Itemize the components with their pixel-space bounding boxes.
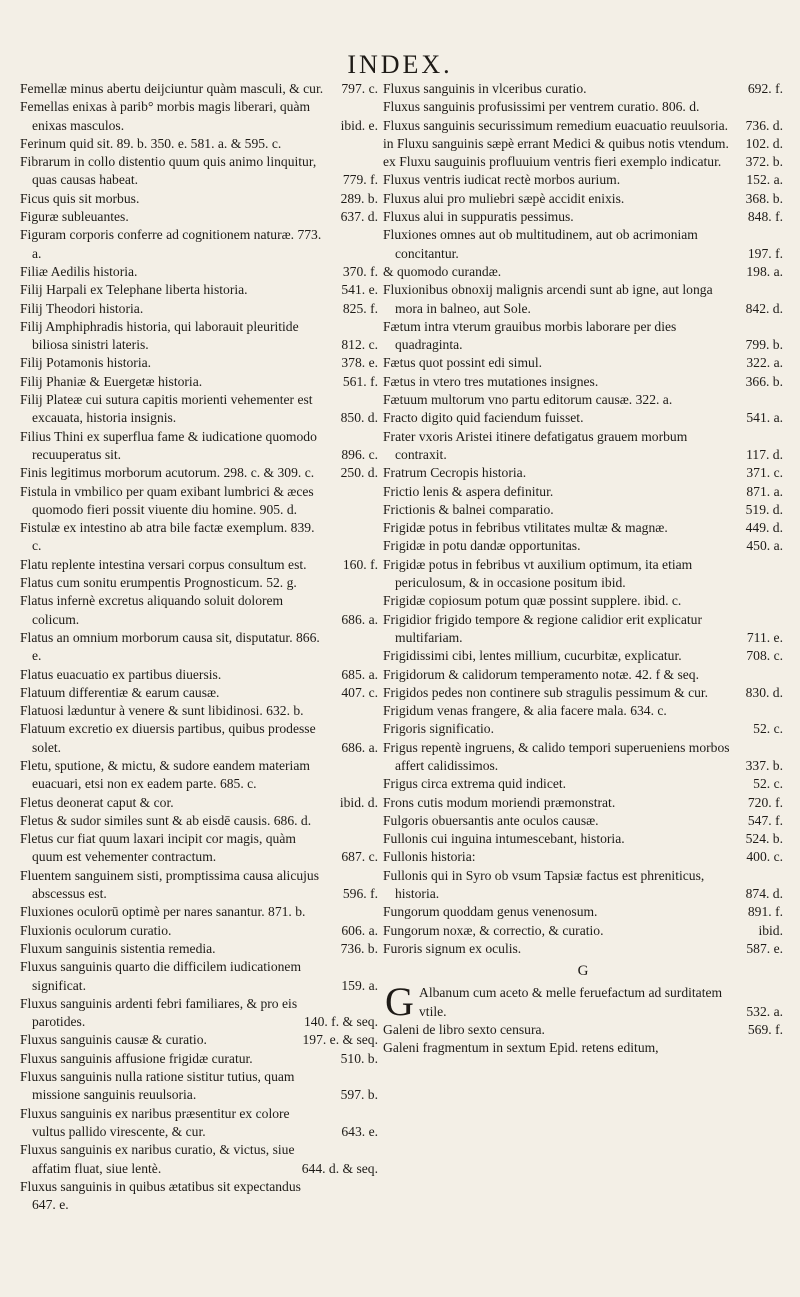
index-entry bbox=[383, 666, 783, 684]
index-entry bbox=[383, 830, 783, 848]
index-entry bbox=[20, 684, 378, 702]
index-entry bbox=[20, 135, 378, 153]
entry-page-ref: 850. d. bbox=[340, 410, 378, 426]
entry-text: Filiæ Aedilis historia. bbox=[20, 263, 138, 279]
entry-page-ref: 102. d. bbox=[745, 135, 783, 151]
entry-page-ref: 160. f. bbox=[342, 556, 378, 572]
index-entry bbox=[383, 483, 783, 501]
entry-text: Fletus & sudor similes sunt & ab eisdē causis. 686. d. bbox=[20, 812, 312, 828]
entry-text: Fracto digito quid faciendum fuisset. bbox=[383, 410, 584, 426]
entry-page-ref: 370. f. bbox=[342, 263, 378, 279]
entry-text: Flatus euacuatio ex partibus diuersis. bbox=[20, 666, 222, 682]
entry-page-ref: 366. b. bbox=[745, 373, 783, 389]
entry-text: Frons cutis modum moriendi præmonstrat. bbox=[383, 794, 616, 810]
index-entry bbox=[20, 903, 378, 921]
index-entry bbox=[20, 208, 378, 226]
entry-text: Fluentem sanguinem sisti, promptissima causa alicujus abscessus est. bbox=[20, 867, 320, 902]
entry-text: Frigidæ in potu dandæ opportunitas. bbox=[383, 538, 581, 554]
entry-page-ref: 52. c. bbox=[753, 721, 783, 737]
index-entry bbox=[20, 281, 378, 299]
index-entry bbox=[383, 208, 783, 226]
entry-text: Fluxus sanguinis causæ & curatio. bbox=[20, 1032, 207, 1048]
index-entry bbox=[383, 409, 783, 427]
index-entry bbox=[20, 702, 378, 720]
index-entry bbox=[20, 98, 378, 135]
index-entry bbox=[383, 775, 783, 793]
entry-text: Filij Theodori historia. bbox=[20, 300, 144, 316]
entry-text: Fætum intra vterum grauibus morbis laborare per dies quadraginta. bbox=[383, 318, 677, 353]
entry-text: Fluxus sanguinis ex naribus præsentitur ex colore vultus pallido virescente, & cur. bbox=[20, 1105, 290, 1139]
entry-page-ref: 547. f. bbox=[747, 812, 783, 828]
entry-page-ref: 711. e. bbox=[746, 629, 783, 645]
entry-text: Fungorum quoddam genus venenosum. bbox=[383, 904, 598, 920]
entry-page-ref: 322. a. bbox=[746, 355, 783, 371]
index-entry bbox=[20, 1178, 378, 1215]
left-column bbox=[20, 80, 378, 1214]
index-entry bbox=[383, 611, 783, 648]
entry-page-ref: 250. d. bbox=[340, 465, 378, 481]
index-entry bbox=[383, 117, 783, 135]
index-entry-dropcap bbox=[383, 979, 783, 1025]
entry-page-ref: 400. c. bbox=[746, 849, 783, 865]
entry-page-ref: 825. f. bbox=[342, 300, 378, 316]
index-entry bbox=[20, 519, 378, 556]
entry-text: Flatuosi læduntur à venere & sunt libidinosi. 632. b. bbox=[20, 703, 304, 719]
index-entry bbox=[20, 922, 378, 940]
entry-text: Flatus infernè excretus aliquando soluit dolorem colicum. bbox=[20, 593, 284, 627]
entry-page-ref: 371. c. bbox=[746, 465, 783, 481]
entry-text: Flatuum differentiæ & earum causæ. bbox=[20, 684, 220, 700]
entry-page-ref: 596. f. bbox=[342, 886, 378, 902]
entry-page-ref: 569. f. bbox=[747, 1021, 783, 1037]
entry-text: Fætuum multorum vno partu editorum causæ. 322. a. bbox=[383, 392, 673, 408]
index-entry bbox=[383, 739, 783, 776]
index-entry bbox=[383, 519, 783, 537]
index-entry bbox=[383, 263, 783, 281]
index-entry bbox=[383, 226, 783, 263]
index-entry bbox=[383, 135, 783, 153]
index-entry bbox=[20, 867, 378, 904]
entry-page-ref: 532. a. bbox=[746, 1003, 783, 1019]
entry-text: Frigus repentè ingruens, & calido tempori superueniens morbos affert calidissimos. bbox=[383, 739, 730, 773]
entry-page-ref: 407. c. bbox=[341, 684, 378, 700]
entry-text: Fletus deonerat caput & cor. bbox=[20, 794, 174, 810]
index-entry bbox=[20, 574, 378, 592]
entry-text: Frigidior frigido tempore & regione calidior erit explicatur multifariam. bbox=[383, 611, 702, 645]
entry-page-ref: 597. b. bbox=[340, 1087, 378, 1103]
entry-text: Fungorum noxæ, & correctio, & curatio. bbox=[383, 922, 604, 938]
entry-page-ref: 830. d. bbox=[745, 684, 783, 700]
entry-text: Finis legitimus morborum acutorum. 298. c. & 309. c. bbox=[20, 465, 315, 481]
index-entry bbox=[20, 794, 378, 812]
index-entry bbox=[383, 537, 783, 555]
entry-page-ref: 117. d. bbox=[746, 446, 783, 462]
entry-page-ref: 606. a. bbox=[341, 922, 378, 938]
index-entry bbox=[20, 1050, 378, 1068]
entry-page-ref: 140. f. & seq. bbox=[303, 1014, 378, 1030]
page-title: INDEX. bbox=[347, 50, 453, 79]
index-entry bbox=[383, 373, 783, 391]
entry-text: Femellæ minus abertu deijciuntur quàm masculi, & cur. bbox=[20, 81, 324, 96]
index-entry bbox=[383, 190, 783, 208]
index-entry bbox=[383, 940, 783, 958]
entry-page-ref: 812. c. bbox=[341, 337, 378, 353]
entry-text: Fletus cur fiat quum laxari incipit cor magis, quàm quum est vehementer contractum. bbox=[20, 831, 296, 865]
index-entry bbox=[383, 903, 783, 921]
drop-cap-letter: G bbox=[385, 979, 414, 1025]
entry-page-ref: 685. a. bbox=[341, 666, 378, 682]
entry-text: Fluxiones oculorū optimè per nares sanantur. 871. b. bbox=[20, 904, 306, 920]
entry-page-ref: 637. d. bbox=[340, 209, 378, 225]
index-entry bbox=[20, 263, 378, 281]
entry-text: Frigidum venas frangere, & alia facere mala. 634. c. bbox=[383, 703, 667, 719]
entry-page-ref: 561. f. bbox=[342, 373, 378, 389]
entry-page-ref: 896. c. bbox=[341, 446, 378, 462]
entry-text: Fluxus sanguinis ex naribus curatio, & victus, siue affatim fluat, siue lentè. bbox=[20, 1142, 295, 1176]
entry-text: Fluxus ventris iudicat rectè morbos aurium. bbox=[383, 172, 621, 188]
entry-page-ref: 378. e. bbox=[341, 355, 378, 371]
entry-text: Figuram corporis conferre ad cognitionem naturæ. 773. a. bbox=[20, 227, 322, 261]
entry-text: Fætus quot possint edi simul. bbox=[383, 355, 542, 371]
entry-page-ref: 871. a. bbox=[746, 483, 783, 499]
entry-text: Ficus quis sit morbus. bbox=[20, 190, 140, 206]
index-entry bbox=[20, 666, 378, 684]
entry-text: Ferinum quid sit. 89. b. 350. e. 581. a. & 595. c. bbox=[20, 135, 282, 151]
entry-text: Fistulæ ex intestino ab atra bile factæ exemplum. 839. c. bbox=[20, 520, 315, 554]
index-entry bbox=[20, 720, 378, 757]
entry-text: Fluxum sanguinis sistentia remedia. bbox=[20, 940, 216, 956]
index-entry bbox=[20, 940, 378, 958]
entry-page-ref: 197. f. bbox=[747, 245, 783, 261]
index-entry bbox=[20, 556, 378, 574]
right-entries bbox=[383, 80, 783, 958]
index-entry bbox=[20, 153, 378, 190]
entry-page-ref: 541. a. bbox=[746, 410, 783, 426]
index-entry bbox=[383, 702, 783, 720]
index-entry bbox=[20, 1141, 378, 1178]
entry-text: Frigus circa extrema quid indicet. bbox=[383, 776, 567, 792]
entry-page-ref: 450. a. bbox=[746, 538, 783, 554]
index-entry bbox=[20, 226, 378, 263]
entry-text: Filij Harpali ex Telephane liberta historia. bbox=[20, 282, 248, 298]
entry-page-ref: 686. a. bbox=[341, 739, 378, 755]
index-entry bbox=[20, 428, 378, 465]
index-entry bbox=[20, 300, 378, 318]
entry-text: Fluxus sanguinis affusione frigidæ curatur. bbox=[20, 1050, 253, 1066]
entry-text: Fullonis cui inguina intumescebant, historia. bbox=[383, 831, 625, 847]
entry-page-ref: 842. d. bbox=[745, 300, 783, 316]
index-entry bbox=[20, 995, 378, 1032]
entry-page-ref: 874. d. bbox=[745, 886, 783, 902]
section-g-entries bbox=[383, 979, 783, 1057]
entry-text: Fibrarum in collo distentio quum quis animo linquitur, quas causas habeat. bbox=[20, 154, 317, 188]
section-letter-g: G bbox=[577, 963, 589, 980]
index-entry bbox=[383, 592, 783, 610]
entry-text: Flatus an omnium morborum causa sit, disputatur. 866. e. bbox=[20, 629, 320, 664]
entry-text: Filij Plateæ cui sutura capitis morienti vehementer est excauata, historia insignis. bbox=[20, 392, 313, 426]
index-entry bbox=[20, 757, 378, 794]
entry-page-ref: 692. f. bbox=[747, 81, 783, 96]
entry-text: Fluxiones omnes aut ob multitudinem, aut ob acrimoniam concitantur. bbox=[383, 227, 698, 261]
entry-page-ref: 198. a. bbox=[746, 263, 783, 279]
index-entry bbox=[20, 80, 378, 98]
entry-page-ref: 510. b. bbox=[340, 1050, 378, 1066]
index-entry bbox=[383, 1021, 783, 1039]
entry-text: ex Fluxu sauguinis profluuium ventris fieri exemplo indicatur. bbox=[383, 154, 722, 170]
right-column bbox=[383, 80, 783, 1057]
entry-text: Figuræ subleuantes. bbox=[20, 209, 129, 225]
index-entry bbox=[383, 428, 783, 465]
index-entry bbox=[383, 812, 783, 830]
index-entry bbox=[20, 592, 378, 629]
entry-text: Albanum cum aceto & melle feruefactum ad surditatem vtile. bbox=[419, 985, 723, 1019]
index-entry bbox=[383, 848, 783, 866]
index-entry bbox=[20, 318, 378, 355]
entry-page-ref: 797. c. bbox=[341, 81, 378, 96]
entry-text: Furoris signum ex oculis. bbox=[383, 940, 522, 956]
entry-text: Filij Phaniæ & Euergetæ historia. bbox=[20, 373, 203, 389]
index-entry bbox=[383, 318, 783, 355]
entry-page-ref: 449. d. bbox=[745, 520, 783, 536]
index-entry bbox=[20, 190, 378, 208]
entry-text: Fluxus sanguinis in vlceribus curatio. bbox=[383, 81, 587, 96]
index-entry bbox=[20, 483, 378, 520]
entry-text: Fullonis qui in Syro ob vsum Tapsiæ factus est phreniticus, historia. bbox=[383, 867, 705, 902]
entry-text: Fluxus alui pro muliebri sæpè accidit enixis. bbox=[383, 190, 625, 206]
index-entry bbox=[383, 464, 783, 482]
index-entry bbox=[383, 647, 783, 665]
entry-text: Galeni de libro sexto censura. bbox=[383, 1021, 545, 1037]
index-entry bbox=[20, 958, 378, 995]
entry-text: Fulgoris obuersantis ante oculos causæ. bbox=[383, 812, 599, 828]
entry-page-ref: 519. d. bbox=[745, 501, 783, 517]
entry-page-ref: 197. e. & seq. bbox=[302, 1032, 378, 1048]
entry-page-ref: 337. b. bbox=[745, 757, 783, 773]
entry-page-ref: 720. f. bbox=[747, 794, 783, 810]
entry-page-ref: ibid. e. bbox=[340, 117, 378, 133]
entry-text: Fluxus sanguinis ardenti febri familiares, & pro eis parotides. bbox=[20, 995, 298, 1030]
entry-page-ref: 541. e. bbox=[341, 282, 378, 298]
index-entry bbox=[383, 556, 783, 593]
entry-text: Fluxus alui in suppuratis pessimus. bbox=[383, 209, 574, 225]
index-entry bbox=[20, 629, 378, 666]
entry-page-ref: 52. c. bbox=[753, 776, 783, 792]
entry-text: Fluxionibus obnoxij malignis arcendi sunt ab igne, aut longa mora in balneo, aut Sole. bbox=[383, 282, 713, 316]
entry-text: Frigidos pedes non continere sub stragulis pessimum & cur. bbox=[383, 684, 709, 700]
entry-text: Fætus in vtero tres mutationes insignes. bbox=[383, 373, 599, 389]
entry-text: Femellas enixas à parib° morbis magis liberari, quàm enixas masculos. bbox=[20, 99, 311, 133]
index-entry bbox=[383, 684, 783, 702]
index-entry bbox=[383, 794, 783, 812]
entry-page-ref: 848. f. bbox=[747, 209, 783, 225]
index-entry bbox=[383, 171, 783, 189]
entry-text: Fluxionis oculorum curatio. bbox=[20, 922, 172, 938]
entry-text: Filij Amphiphradis historia, qui laborauit pleuritide biliosa sinistri lateris. bbox=[20, 318, 299, 353]
entry-text: Fratrum Cecropis historia. bbox=[383, 465, 527, 481]
entry-page-ref: 736. d. bbox=[745, 117, 783, 133]
index-entry bbox=[383, 501, 783, 519]
entry-page-ref: 644. d. & seq. bbox=[301, 1160, 378, 1176]
index-entry bbox=[20, 464, 378, 482]
index-entry bbox=[20, 812, 378, 830]
entry-text: Frigoris significatio. bbox=[383, 721, 495, 737]
entry-text: Fluxus sanguinis in quibus ætatibus sit expectandus 647. e. bbox=[20, 1178, 301, 1213]
index-entry bbox=[20, 373, 378, 391]
entry-page-ref: 779. f. bbox=[342, 172, 378, 188]
index-entry bbox=[383, 354, 783, 372]
entry-text: Frictio lenis & aspera definitur. bbox=[383, 483, 554, 499]
entry-text: Flatus cum sonitu erumpentis Prognosticum. 52. g. bbox=[20, 575, 297, 591]
entry-page-ref: 736. b. bbox=[340, 940, 378, 956]
index-entry bbox=[383, 153, 783, 171]
entry-text: Fletu, sputione, & mictu, & sudore eandem materiam euacuari, etsi non ex eadem parte. 685. c. bbox=[20, 757, 310, 792]
entry-page-ref: 289. b. bbox=[340, 190, 378, 206]
entry-text: Fullonis historia: bbox=[383, 849, 476, 865]
entry-text: Frigidæ potus in febribus vt auxilium optimum, ita etiam periculosum, & in occasione positum ibid. bbox=[383, 556, 693, 591]
entry-text: Galeni fragmentum in sextum Epid. retens editum, bbox=[383, 1040, 659, 1056]
entry-text: Flatuum excretio ex diuersis partibus, quibus prodesse solet. bbox=[20, 721, 316, 755]
entry-page-ref: 686. a. bbox=[341, 611, 378, 627]
entry-text: & quomodo curandæ. bbox=[383, 263, 502, 279]
index-entry bbox=[20, 1105, 378, 1142]
index-entry bbox=[383, 867, 783, 904]
entry-text: Frater vxoris Aristei itinere defatigatus grauem morbum contraxit. bbox=[383, 428, 688, 462]
entry-text: Fluxus sanguinis profusissimi per ventrem curatio. 806. d. bbox=[383, 99, 700, 115]
entry-text: Fluxus sanguinis nulla ratione sistitur tutius, quam missione sanguinis reuulsoria. bbox=[20, 1069, 295, 1103]
entry-page-ref: 643. e. bbox=[341, 1123, 378, 1139]
entry-text: Frigidæ potus in febribus vtilitates multæ & magnæ. bbox=[383, 520, 668, 536]
index-entry bbox=[383, 1039, 783, 1057]
entry-page-ref: 368. b. bbox=[745, 190, 783, 206]
index-entry bbox=[383, 281, 783, 318]
index-entry bbox=[20, 1068, 378, 1105]
entry-page-ref: 159. a. bbox=[341, 977, 378, 993]
entry-text: Frictionis & balnei comparatio. bbox=[383, 501, 554, 517]
entry-page-ref: 708. c. bbox=[746, 648, 783, 664]
entry-page-ref: ibid. bbox=[758, 922, 783, 938]
entry-text: Frigidissimi cibi, lentes millium, cucurbitæ, explicatur. bbox=[383, 648, 682, 664]
index-entry bbox=[383, 98, 783, 116]
entry-page-ref: ibid. d. bbox=[339, 794, 378, 810]
entry-text: Frigidorum & calidorum temperamento notæ. 42. f & seq. bbox=[383, 666, 700, 682]
entry-page-ref: 524. b. bbox=[745, 831, 783, 847]
entry-page-ref: 152. a. bbox=[746, 172, 783, 188]
index-entry bbox=[383, 80, 783, 98]
index-entry bbox=[383, 720, 783, 738]
entry-text: Flatu replente intestina versari corpus consultum est. bbox=[20, 556, 307, 572]
index-entry bbox=[383, 391, 783, 409]
entry-page-ref: 587. e. bbox=[746, 940, 783, 956]
entry-text: Fluxus sanguinis quarto die difficilem iudicationem significat. bbox=[20, 959, 302, 993]
entry-text: Filius Thini ex superflua fame & iudicatione quomodo recuuperatus sit. bbox=[20, 428, 317, 462]
entry-text: Fistula in vmbilico per quam exibant lumbrici & æces quomodo fieri possit viuente diu homine. 905. d. bbox=[20, 483, 314, 517]
index-entry bbox=[20, 391, 378, 428]
index-entry bbox=[20, 1031, 378, 1049]
entry-page-ref: 687. c. bbox=[341, 849, 378, 865]
index-entry bbox=[20, 830, 378, 867]
entry-page-ref: 799. b. bbox=[745, 337, 783, 353]
entry-text: Frigidæ copiosum potum quæ possint supplere. ibid. c. bbox=[383, 593, 682, 609]
entry-page-ref: 372. b. bbox=[745, 154, 783, 170]
entry-text: Fluxus sanguinis securissimum remedium euacuatio reuulsoria. bbox=[383, 117, 729, 133]
index-entry bbox=[20, 354, 378, 372]
entry-page-ref: 891. f. bbox=[747, 904, 783, 920]
index-entry bbox=[383, 922, 783, 940]
entry-text: Filij Potamonis historia. bbox=[20, 355, 152, 371]
entry-text: in Fluxu sanguinis sæpè errant Medici & quibus notis vtendum. bbox=[383, 135, 729, 151]
